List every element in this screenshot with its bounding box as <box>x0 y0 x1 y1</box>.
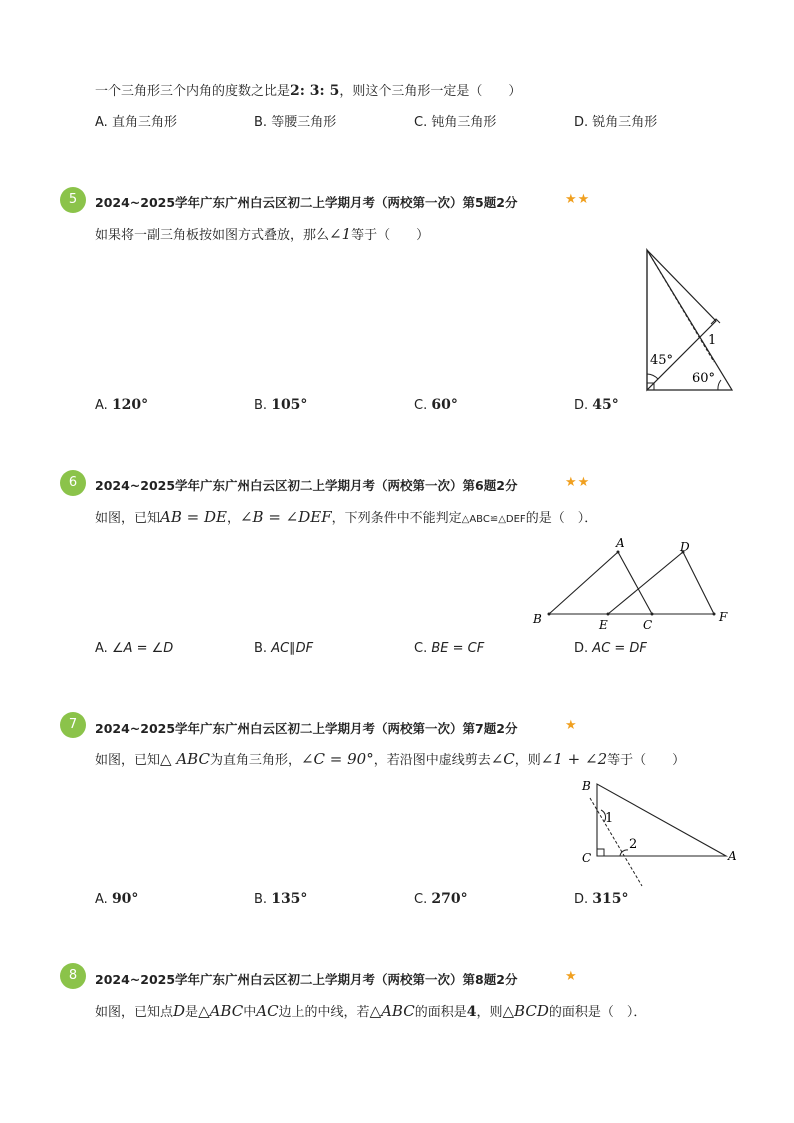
stem-math: △ABC <box>369 1002 415 1020</box>
question-number-badge: 5 <box>60 187 86 213</box>
q5-option-b[interactable] <box>254 396 307 415</box>
stem-math: △BCD <box>502 1002 549 1020</box>
triangle-45 <box>647 250 716 390</box>
stem-text: 为直角三角形， <box>209 753 301 768</box>
q7-option-a[interactable] <box>95 890 138 909</box>
stem-math: AC <box>256 1002 279 1020</box>
option-text: 315° <box>592 891 629 907</box>
label-f: F <box>719 610 728 624</box>
option-text: 45° <box>592 397 619 413</box>
stem-text: 如图，已知点 <box>95 1005 174 1020</box>
q5-triangle-figure <box>636 244 740 396</box>
option-text: 锐角三角形 <box>592 115 658 130</box>
q7-option-d[interactable] <box>574 890 629 909</box>
question-number-badge: 6 <box>60 470 86 496</box>
option-letter: B. <box>254 115 268 130</box>
stem-text: ，若沿图中虚线剪去 <box>373 753 491 768</box>
stem-text: 中 <box>243 1005 257 1020</box>
label-angle-2: 2 <box>629 837 638 852</box>
option-text: BE = CF <box>431 641 485 656</box>
q5-stem <box>95 225 429 245</box>
q5-source: 2024~2025学年广东广州白云区初二上学期月考（两校第一次）第5题2分 <box>95 195 518 210</box>
q5-stem-text: 如果将一副三角板按如图方式叠放，那么 <box>95 228 330 243</box>
q6-difficulty-stars: ★★ <box>565 475 591 490</box>
q5-stem-end: 等于（ ） <box>351 228 430 243</box>
q8-source: 2024~2025学年广东广州白云区初二上学期月考（两校第一次）第8题2分 <box>95 972 518 987</box>
stem-text: ，则 <box>476 1005 503 1020</box>
stem-congruence: △ABC≌△DEF <box>461 514 526 525</box>
stem-math: ∠C <box>490 750 515 768</box>
option-text: 90° <box>111 891 139 907</box>
option-text: 钝角三角形 <box>431 115 497 130</box>
option-letter: A. <box>95 641 108 656</box>
option-text: AC∥DF <box>271 641 314 656</box>
label-45: 45° <box>650 353 674 368</box>
right-angle-mark <box>597 849 604 856</box>
point-c <box>651 613 654 616</box>
q4-option-b[interactable] <box>254 114 336 132</box>
triangle-def <box>608 552 714 614</box>
angle-arc-60 <box>718 380 721 390</box>
label-a: A <box>616 536 625 550</box>
q6-triangles-figure <box>528 535 738 635</box>
q7-triangle-figure <box>578 774 738 888</box>
angle-arc-45 <box>647 374 658 379</box>
option-letter: B. <box>254 641 268 656</box>
label-d: D <box>680 540 690 554</box>
q7-source: 2024~2025学年广东广州白云区初二上学期月考（两校第一次）第7题2分 <box>95 721 518 736</box>
stem-text: ，下列条件中不能判定 <box>331 511 462 526</box>
q6-source: 2024~2025学年广东广州白云区初二上学期月考（两校第一次）第6题2分 <box>95 478 518 493</box>
stem-text: 的面积是（ ）． <box>548 1005 647 1020</box>
option-letter: C. <box>414 115 428 130</box>
stem-text: 如图，已知 <box>95 753 161 768</box>
option-text: 135° <box>271 891 308 907</box>
q6-option-d[interactable] <box>574 640 647 658</box>
q5-option-c[interactable] <box>414 396 458 415</box>
option-text: AC = DF <box>592 641 647 656</box>
option-letter: A. <box>95 115 108 130</box>
option-text: ∠A = ∠D <box>111 641 174 656</box>
stem-math: ∠1 + ∠2 <box>540 750 608 768</box>
triangle-abc <box>597 784 726 856</box>
q6-option-a[interactable] <box>95 640 173 658</box>
option-letter: D. <box>574 892 589 907</box>
q4-stem-end: ，则这个三角形一定是（ ） <box>339 84 522 99</box>
q7-option-c[interactable] <box>414 890 468 909</box>
option-letter: B. <box>254 398 268 413</box>
stem-math: ∠C = 90° <box>300 750 374 768</box>
question-number-badge: 7 <box>60 712 86 738</box>
q8-stem <box>95 1002 646 1022</box>
q8-difficulty-stars: ★ <box>565 969 578 984</box>
option-letter: D. <box>574 641 589 656</box>
point-e <box>607 613 610 616</box>
stem-text: 如图，已知 <box>95 511 161 526</box>
stem-math: AB = DE <box>160 508 227 526</box>
q4-stem-text: 一个三角形三个内角的度数之比是 <box>95 84 291 99</box>
label-a: A <box>728 849 737 863</box>
stem-text: 的面积是 <box>414 1005 467 1020</box>
stem-text: 边上的中线，若 <box>278 1005 370 1020</box>
q5-option-d[interactable] <box>574 396 619 415</box>
q5-difficulty-stars: ★★ <box>565 192 591 207</box>
stem-text: ， <box>226 511 240 526</box>
triangle-abc <box>549 552 652 614</box>
option-letter: D. <box>574 398 589 413</box>
q7-stem <box>95 750 685 770</box>
q5-angle: ∠1 <box>329 225 352 243</box>
option-letter: D. <box>574 115 589 130</box>
label-c: C <box>582 851 592 865</box>
option-letter: C. <box>414 892 428 907</box>
option-text: 60° <box>431 397 458 413</box>
label-60: 60° <box>692 371 716 386</box>
triangle-60 <box>647 250 732 390</box>
q7-option-b[interactable] <box>254 890 307 909</box>
option-letter: A. <box>95 398 108 413</box>
point-b <box>548 613 551 616</box>
q6-stem <box>95 508 597 529</box>
stem-text: 是 <box>185 1005 199 1020</box>
q4-option-d[interactable] <box>574 114 657 132</box>
q4-ratio: 2: 3: 5 <box>290 83 340 99</box>
option-text: 120° <box>111 397 149 413</box>
label-angle-1: 1 <box>708 333 717 348</box>
stem-math: △ABC <box>198 1002 244 1020</box>
label-e: E <box>599 618 608 632</box>
point-f <box>713 613 716 616</box>
label-b: B <box>533 612 542 626</box>
option-letter: C. <box>414 398 428 413</box>
q4-stem <box>95 82 521 101</box>
stem-math: 4 <box>466 1004 477 1020</box>
option-text: 105° <box>271 397 308 413</box>
stem-math: D <box>173 1002 186 1020</box>
label-angle-1: 1 <box>605 811 614 826</box>
option-letter: A. <box>95 892 108 907</box>
stem-text: ，则 <box>514 753 541 768</box>
stem-math: ∠B = ∠DEF <box>239 508 332 526</box>
option-text: 直角三角形 <box>111 115 177 130</box>
q7-difficulty-stars: ★ <box>565 718 578 733</box>
option-letter: B. <box>254 892 268 907</box>
label-b: B <box>582 779 591 793</box>
question-number-badge: 8 <box>60 963 86 989</box>
option-letter: C. <box>414 641 428 656</box>
q6-option-b[interactable] <box>254 640 313 658</box>
label-c: C <box>643 618 653 632</box>
q4-option-c[interactable] <box>414 114 496 132</box>
point-a <box>617 551 620 554</box>
stem-math: △ ABC <box>160 750 210 768</box>
option-text: 270° <box>431 891 468 907</box>
stem-text: 等于（ ） <box>607 753 686 768</box>
stem-text: 的是（ ）． <box>525 511 598 526</box>
option-text: 等腰三角形 <box>271 115 337 130</box>
q6-option-c[interactable] <box>414 640 484 658</box>
q4-option-a[interactable] <box>95 114 177 132</box>
q5-option-a[interactable] <box>95 396 148 415</box>
